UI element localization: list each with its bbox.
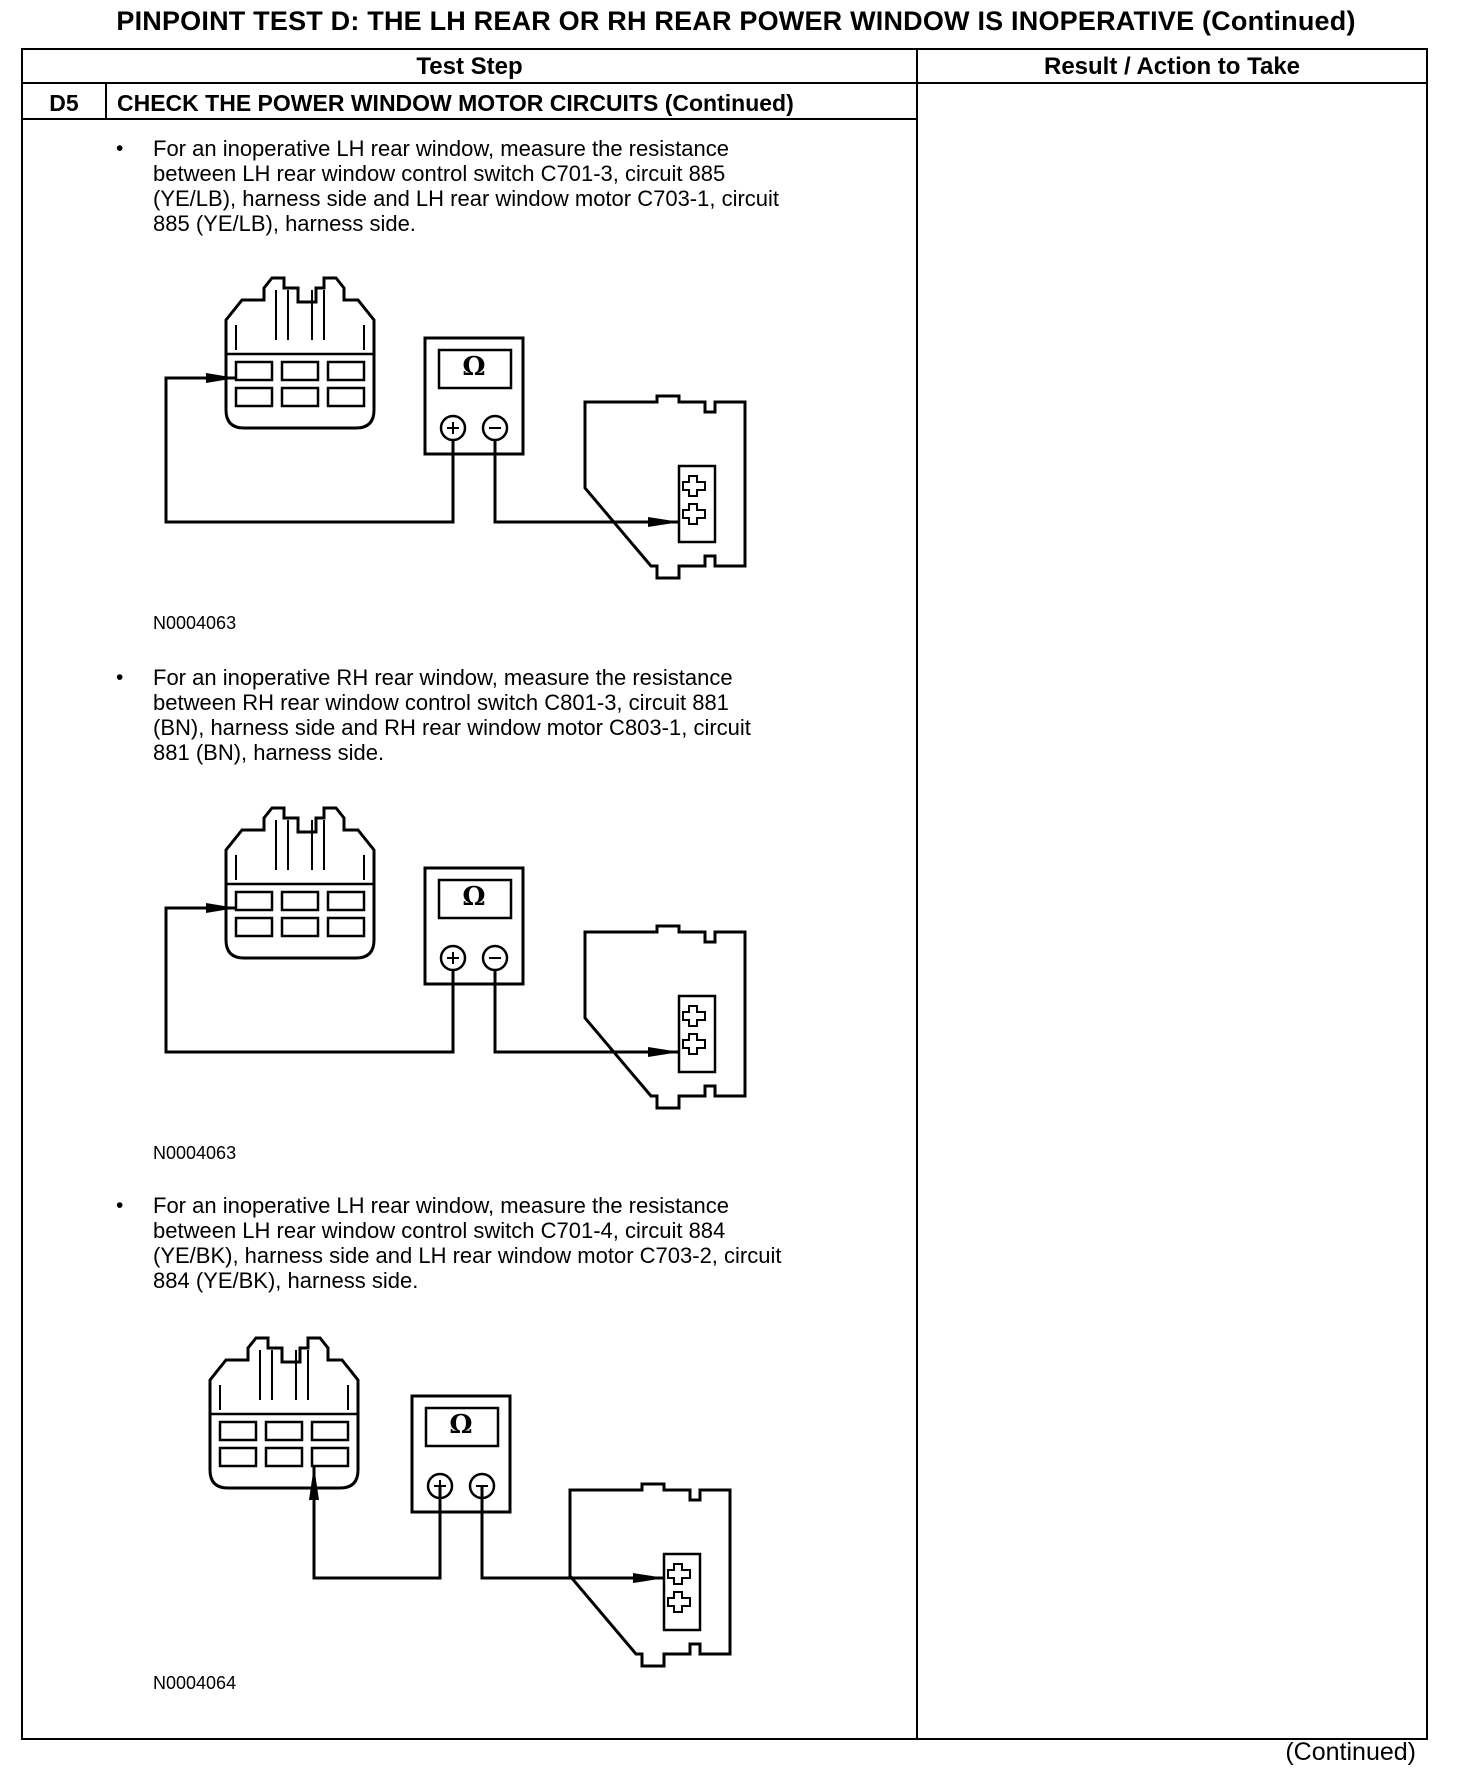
bullet-marker: •	[116, 666, 124, 689]
instruction-text: For an inoperative RH rear window, measure the resistance between RH rear window control switch C801-3, circuit 881 (BN), harness side and RH rear window motor C803-1, circuit 881 (BN), harness side.	[153, 665, 751, 765]
switch-connector-icon	[226, 808, 374, 958]
page-title: PINPOINT TEST D: THE LH REAR OR RH REAR POWER WINDOW IS INOPERATIVE (Continued)	[116, 6, 1356, 36]
instruction-text: For an inoperative LH rear window, measure the resistance between LH rear window control switch C701-3, circuit 885 (YE/LB), harness side and LH rear window motor C703-1, circuit 885 (YE/LB), harness side.	[153, 136, 780, 236]
continued-label: (Continued)	[1285, 1738, 1416, 1766]
instruction-text: For an inoperative LH rear window, measure the resistance between LH rear window control switch C701-4, circuit 884 (YE/BK), harness side and LH rear window motor C703-2, circuit 884 (YE/BK), harness side.	[153, 1193, 782, 1293]
ohm-symbol: Ω	[462, 882, 486, 912]
bullet-marker: •	[116, 137, 124, 160]
column-header-test-step: Test Step	[416, 53, 523, 80]
ohm-symbol: Ω	[462, 352, 486, 382]
motor-connector-icon	[570, 1484, 730, 1666]
switch-connector-icon	[210, 1338, 358, 1488]
step-title: CHECK THE POWER WINDOW MOTOR CIRCUITS (Continued)	[117, 90, 794, 116]
motor-connector-icon	[585, 926, 745, 1108]
figure-id: N0004063	[153, 1143, 237, 1163]
figure-id: N0004063	[153, 613, 237, 633]
bullet-marker: •	[116, 1194, 124, 1217]
ohm-symbol: Ω	[449, 1410, 473, 1440]
motor-connector-icon	[585, 396, 745, 578]
figure-id: N0004064	[153, 1673, 237, 1693]
switch-connector-icon	[226, 278, 374, 428]
step-id: D5	[49, 90, 79, 116]
column-header-result: Result / Action to Take	[1043, 53, 1301, 80]
